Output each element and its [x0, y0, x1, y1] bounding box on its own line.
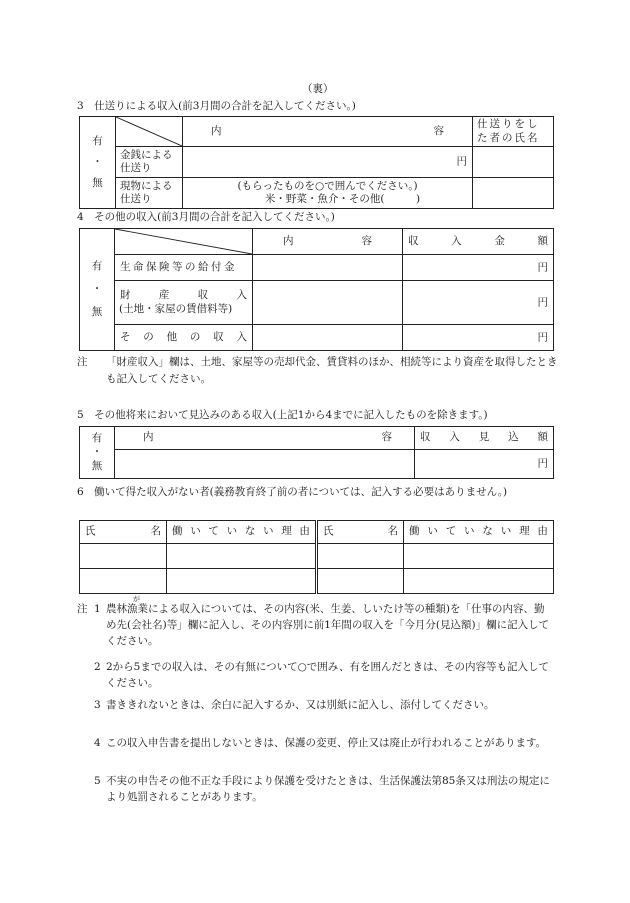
- property-sub-label: (土地・家屋の賃借料等): [119, 302, 233, 315]
- expected-amount-field[interactable]: [415, 450, 554, 479]
- yes-option[interactable]: 有: [91, 431, 103, 444]
- insurance-content-field[interactable]: [253, 255, 403, 281]
- property-amount-field[interactable]: [403, 281, 554, 325]
- section-3-heading: 3 仕送りによる収入(前3月間の合計を記入してください。): [77, 100, 356, 112]
- yes-no-cell[interactable]: [80, 229, 115, 351]
- expected-amount-header: 収 入 見 込 額: [415, 427, 554, 450]
- section-4-note-mark: 注: [77, 356, 88, 368]
- name-field[interactable]: [80, 544, 167, 569]
- section-6-table: [79, 520, 554, 594]
- goods-sender-field[interactable]: [473, 178, 554, 209]
- name-field[interactable]: [317, 544, 404, 569]
- name-field[interactable]: [317, 569, 404, 594]
- content-header: 内 容: [253, 229, 403, 255]
- other-amount-field[interactable]: [403, 325, 554, 351]
- reason-field[interactable]: [404, 544, 554, 569]
- yen-unit: 円: [456, 155, 467, 168]
- reason-field[interactable]: [167, 569, 317, 594]
- goods-instruction: (もらったものを○で囲んでください。): [237, 179, 418, 192]
- reason-header-left: 働 い て い な い 理 由: [167, 521, 317, 544]
- separator-dot: ・: [91, 282, 103, 295]
- row-other-label: そ の 他 の 収 入: [115, 325, 253, 351]
- note-item-2: 2 2から5までの収入は、その有無について○で囲み、有を囲んだときは、その内容等も記入してください。: [94, 661, 549, 689]
- money-sender-field[interactable]: [473, 147, 554, 178]
- separator-dot: ・: [92, 155, 103, 168]
- yes-no-cell[interactable]: [80, 427, 115, 479]
- section-4-note: 「財産収入」欄は、土地、家屋等の売却代金、賃貸料のほか、相続等により資産を取得したときも記入してください。: [106, 356, 558, 385]
- diagonal-header-cell: [116, 117, 183, 147]
- row-goods-label: 現物による仕送り: [116, 178, 183, 209]
- name-field[interactable]: [80, 569, 167, 594]
- other-content-field[interactable]: [253, 325, 403, 351]
- diagonal-header-cell: [115, 229, 253, 255]
- money-amount-field[interactable]: [183, 147, 473, 178]
- section-5-heading: 5 その他将来において見込みのある収入(上記1から4までに記入したものを除きます。): [77, 409, 488, 421]
- section-4-table: [79, 228, 554, 351]
- section-3-table: [79, 116, 554, 209]
- yes-option[interactable]: 有: [91, 259, 103, 272]
- reason-header-right: 働 い て い な い 理 由: [404, 521, 554, 544]
- sender-name-header: 仕送りをした者の氏名: [473, 117, 554, 147]
- reason-field[interactable]: [404, 569, 554, 594]
- diagonal-line: [116, 117, 182, 146]
- goods-content-field[interactable]: [183, 178, 473, 209]
- name-header-right: 氏 名: [317, 521, 404, 544]
- amount-header: 収 入 金 額: [403, 229, 554, 255]
- note-item-1: 1 農林漁業による収入については、その内容(米、生姜、しいたけ等の種類)を「仕事の内容、勤め先(会社名)等」欄に記入し、その内容別に前1年間の収入を「今月分(見込額)」欄に記入してください。: [94, 603, 550, 647]
- yen-unit: 円: [537, 330, 548, 343]
- reason-field[interactable]: [167, 544, 317, 569]
- goods-options[interactable]: 米・野菜・魚介・その他( ): [264, 193, 421, 205]
- content-header: 内 容: [183, 117, 473, 147]
- section-5-table: [79, 426, 554, 479]
- row-insurance-label: 生命保険等の給付金: [115, 255, 253, 281]
- insurance-amount-field[interactable]: [403, 255, 554, 281]
- no-option[interactable]: 無: [92, 177, 103, 190]
- property-content-field[interactable]: [253, 281, 403, 325]
- no-option[interactable]: 無: [91, 460, 103, 473]
- note-item-4: 4 この収入申告書を提出しないときは、保護の変更、停止又は廃止が行われることがあります。: [94, 737, 547, 749]
- note-item-5: 5 不実の申告その他不正な手段により保護を受けたときは、生活保護法第85条又は刑法の規定により処罰されることがあります。: [94, 775, 550, 803]
- diagonal-line: [115, 229, 252, 254]
- name-header-left: 氏 名: [80, 521, 167, 544]
- section-6-heading: 6 働いて得た収入がない者(義務教育終了前の者については、記入する必要はありません。): [77, 486, 508, 498]
- row-money-label: 金銭による仕送り: [116, 147, 183, 178]
- expected-content-field[interactable]: [115, 450, 415, 479]
- yen-unit: 円: [537, 295, 548, 308]
- yes-no-cell[interactable]: [80, 117, 116, 209]
- yen-unit: 円: [537, 457, 548, 470]
- ruby-ga: が: [133, 595, 140, 603]
- page-title: （裏）: [302, 83, 334, 95]
- no-option[interactable]: 無: [91, 306, 103, 319]
- notes-mark: 注: [77, 603, 88, 615]
- separator-dot: ・: [91, 445, 103, 458]
- note-item-3: 3 書ききれないときは、余白に記入するか、又は別紙に記入し、添付してください。: [94, 699, 495, 711]
- row-property-label: 財 産 収 入 (土地・家屋の賃借料等): [115, 281, 253, 325]
- content-header: 内 容: [115, 427, 415, 450]
- yen-unit: 円: [537, 260, 548, 273]
- section-4-heading: 4 その他の収入(前3月間の合計を記入してください。): [77, 211, 335, 223]
- yes-option[interactable]: 有: [92, 134, 103, 147]
